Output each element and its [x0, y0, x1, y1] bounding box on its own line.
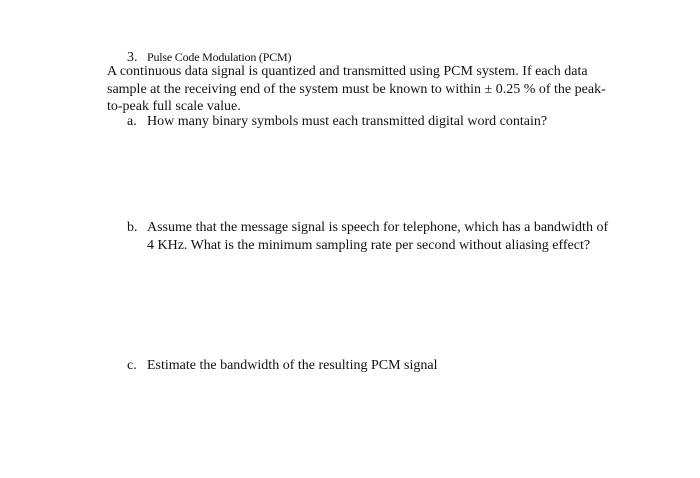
question-line: Assume that the message signal is speech for telephone, which has a bandwidth of — [147, 220, 609, 235]
problem-intro — [107, 63, 606, 116]
question-text — [147, 219, 608, 254]
question-line: 4 KHz. What is the minimum sampling rate per second without aliasing effect? — [147, 237, 591, 253]
intro-line: to-peak full scale value. — [107, 99, 241, 114]
question-line: Estimate the bandwidth of the resulting PCM signal — [147, 358, 438, 373]
question-marker: b. — [127, 220, 138, 235]
question-marker: a. — [127, 114, 137, 129]
intro-line: sample at the receiving end of the system must be known to within ± 0.25 % of the peak- — [107, 81, 606, 97]
question-text — [147, 113, 547, 131]
question-marker: c. — [127, 358, 137, 373]
question-line: How many binary symbols must each transmitted digital word contain? — [147, 114, 548, 129]
problem-title: Pulse Code Modulation (PCM) — [147, 50, 292, 64]
question-text — [147, 357, 437, 375]
problem-number: 3. — [127, 50, 138, 65]
intro-line: A continuous data signal is quantized and transmitted using PCM system. If each data — [107, 64, 588, 79]
